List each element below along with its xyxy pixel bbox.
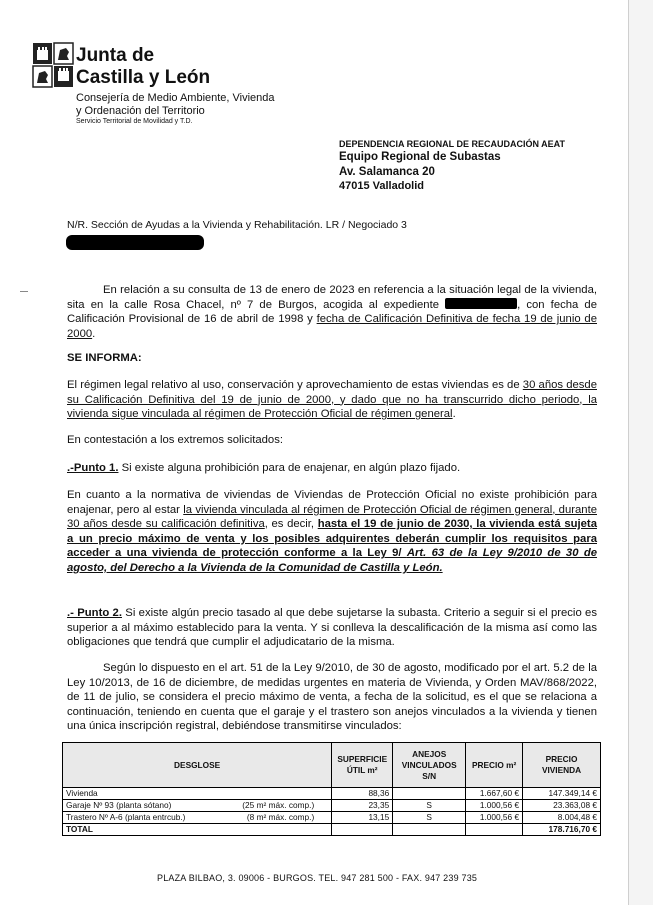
intro-text-definitive-date: fecha de Calificación Definitiva de fecha 19 de junio de 2000	[67, 313, 597, 340]
cell-anejos: S	[393, 800, 466, 812]
regimen-text-underlined: 30 años desde su Calificación Definitiva del 19 de junio de 2000, y dado que no ha transcurrido dicho periodo, la vivienda sigue vinculada al régimen de Protección Oficial de régimen general	[67, 379, 597, 421]
cell-total-value: 178.716,70 €	[523, 824, 601, 836]
table-row	[63, 800, 601, 812]
punto1-label: .-Punto 1.	[67, 462, 119, 474]
table-total-row	[63, 824, 601, 836]
cell-precio-m2: 1.667,60 €	[466, 788, 523, 800]
header-superficie: SUPERFICIE ÚTIL m²	[332, 743, 393, 788]
punto1-text: Si existe alguna prohibición para de enajenar, en algún plazo fijado.	[118, 462, 461, 474]
redacted-reference	[66, 235, 204, 250]
table-row	[63, 812, 601, 824]
cell-desglose: Trastero Nº A-6 (planta entrcub.) (8 m² máx. comp.)	[63, 812, 332, 824]
p1-answer-text-2: , es decir,	[264, 518, 318, 531]
intro-text-end: .	[92, 327, 96, 340]
department-line2: y Ordenación del Territorio	[76, 105, 205, 117]
cell-superficie: 23,35	[332, 800, 393, 812]
header-desglose: DESGLOSE	[63, 743, 332, 788]
regimen-paragraph	[67, 378, 597, 422]
punto2-answer: Según lo dispuesto en el art. 51 de la Ley 9/2010, de 30 de agosto, modificado por el art. 5.2 de la Ley 10/2013, de 16 de diciembre, de medidas urgentes en materia de Vivienda, y Orden MAV/868/2022, de 11 de julio, se considera el precio máximo de venta, a fecha de la solicitud, es el que se relaciona a continuación, teniendo en cuenta que el garaje y el trastero son anejos vinculados a la vivienda y tienen una única inscripción registral, debiéndose transmitirse vinculados:	[67, 662, 597, 733]
cell-superficie: 88,36	[332, 788, 393, 800]
punto1-answer	[67, 488, 597, 576]
redacted-expediente	[445, 298, 517, 309]
page-edge-line	[628, 0, 629, 905]
cell-desglose: Garaje Nº 93 (planta sótano) (25 m² máx. comp.)	[63, 800, 332, 812]
punto2-paragraph	[67, 606, 597, 650]
service-name: Servicio Territorial de Movilidad y T.D.	[76, 118, 193, 125]
org-name-line2: Castilla y León	[76, 67, 211, 88]
intro-paragraph	[67, 283, 597, 341]
recipient-line1: DEPENDENCIA REGIONAL DE RECAUDACIÓN AEAT	[339, 139, 566, 149]
p1-answer-underlined: la vivienda vinculada al régimen de Protección Oficial de régimen general, durante 30 años desde su calificación definitiva	[67, 503, 597, 531]
cell-precio-m2: 1.000,56 €	[466, 812, 523, 824]
se-informa-heading: SE INFORMA:	[67, 352, 142, 364]
header-anejos: ANEJOS VINCULADOS S/N	[393, 743, 466, 788]
contestacion-line: En contestación a los extremos solicitados:	[67, 434, 284, 446]
header-precio-vivienda: PRECIO VIVIENDA	[523, 743, 601, 788]
cell-anejos: S	[393, 812, 466, 824]
regimen-text-end: .	[452, 408, 456, 421]
table-row	[63, 788, 601, 800]
margin-mark	[20, 291, 28, 292]
recipient-line3: Av. Salamanca 20	[339, 166, 435, 178]
page-margin	[629, 0, 653, 905]
cell-nota: (8 m² máx. comp.)	[246, 812, 315, 822]
department-line1: Consejería de Medio Ambiente, Vivienda	[76, 92, 275, 104]
punto2-label: .- Punto 2.	[67, 607, 122, 619]
punto2-text: Si existe algún precio tasado al que debe sujetarse la subasta. Criterio a seguir si el precio es superior a al máximo establecido para la venta. Y si conlleva la descalificación de la misma así como las obligaciones que tendrá que cumplir el adjudicatario de la misma.	[67, 607, 597, 649]
p1-answer-bold-italic: Art. 63 de la Ley 9/2010 de 30 de agosto, del Derecho a la Vivienda de la Comunidad de Castilla y León.	[67, 547, 598, 574]
table-header-row	[63, 743, 601, 788]
coat-of-arms-logo	[32, 42, 74, 88]
cell-desglose: Vivienda	[63, 788, 332, 800]
p1-answer-text-1: En cuanto a la normativa de viviendas de Viviendas de Protección Oficial no existe prohibición para enajenar, pero al estar	[67, 489, 597, 516]
cell-anejos	[393, 788, 466, 800]
regimen-text-1: El régimen legal relativo al uso, conservación y aprovechamiento de estas viviendas es de	[67, 379, 523, 391]
cell-precio-vivienda: 147.349,14 €	[523, 788, 601, 800]
cell-total-label: TOTAL	[63, 824, 332, 836]
cell-precio-vivienda: 8.004,48 €	[523, 812, 601, 824]
intro-text-1: En relación a su consulta de 13 de enero de 2023 en referencia a la situación legal de la vivienda, sita en la calle Rosa Chacel, nº 7 de Burgos, acogida al expediente	[67, 284, 597, 311]
intro-text-2: , con fecha de Calificación Provisional de 16 de abril de 1998 y	[67, 298, 597, 326]
department-name	[76, 92, 275, 118]
cell-nota: (25 m² máx. comp.)	[242, 800, 315, 810]
header-precio-m2: PRECIO m²	[466, 743, 523, 788]
org-name-line1: Junta de	[76, 45, 155, 66]
reference-line: N/R. Sección de Ayudas a la Vivienda y Rehabilitación. LR / Negociado 3	[67, 219, 407, 231]
footer-address: PLAZA BILBAO, 3. 09006 - BURGOS. TEL. 947 281 500 - FAX. 947 239 735	[157, 873, 478, 883]
recipient-line2: Equipo Regional de Subastas	[339, 151, 501, 163]
p1-answer-bold: hasta el 19 de junio de 2030, la vivienda está sujeta a un precio máximo de venta y los posibles adquirentes deberán cumplir los requisitos para acceder a una vivienda de protección conforme a la Ley 9/	[67, 518, 597, 560]
cell-precio-m2: 1.000,56 €	[466, 800, 523, 812]
cell-superficie: 13,15	[332, 812, 393, 824]
recipient-line4: 47015 Valladolid	[339, 180, 424, 192]
cell-precio-vivienda: 23.363,08 €	[523, 800, 601, 812]
punto1-line	[67, 461, 597, 476]
price-table	[62, 742, 601, 836]
